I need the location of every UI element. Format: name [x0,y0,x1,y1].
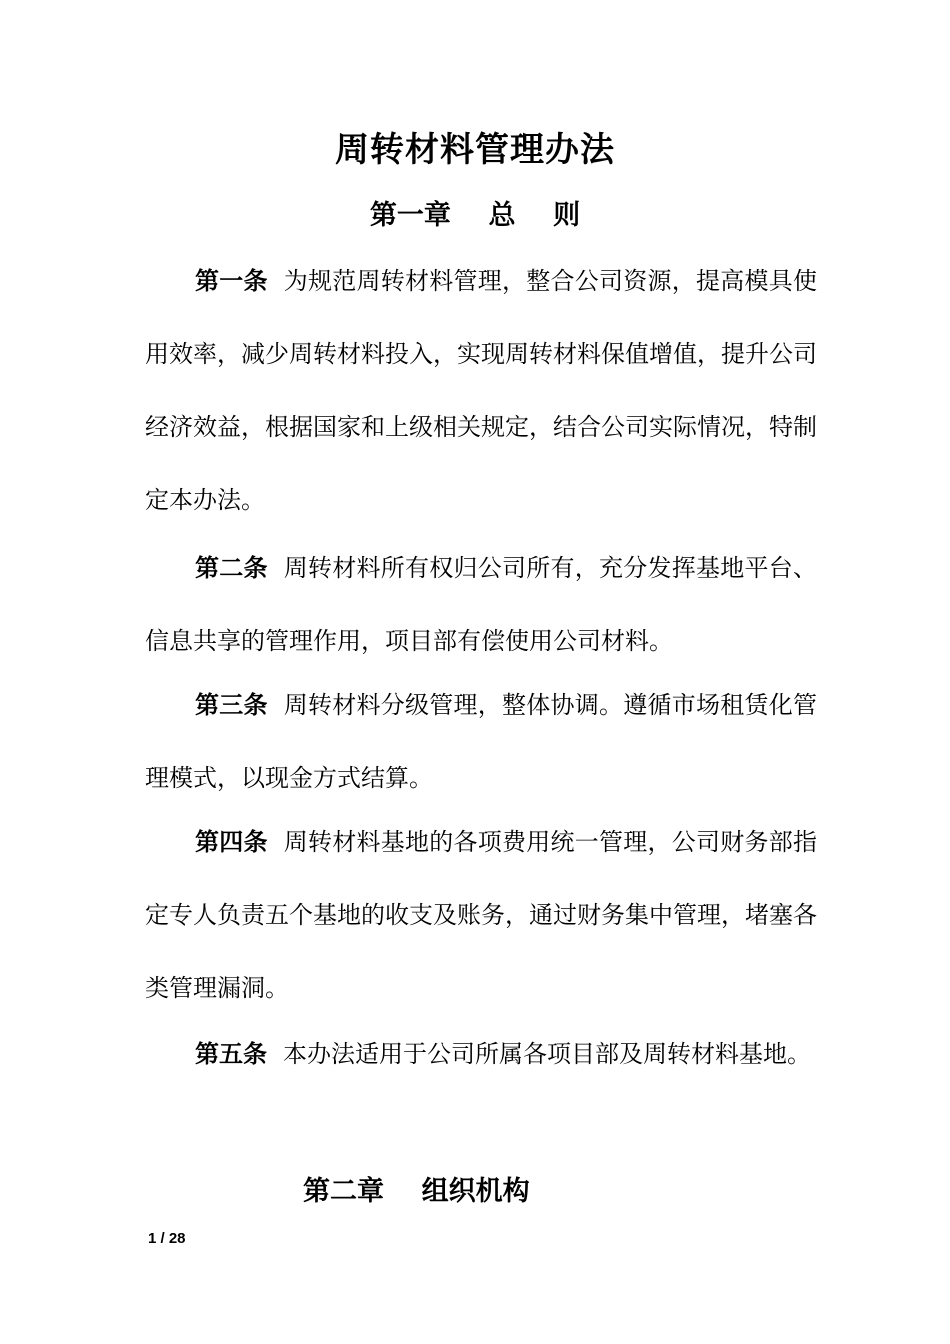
document-title: 周转材料管理办法 [335,130,615,170]
article-text: 周转材料分级管理，整体协调。遵循市场租赁化管理模式，以现金方式结算。 [145,691,817,792]
article-label: 第四条 [195,827,268,856]
page-number: 1 / 28 [148,1230,186,1247]
article-3 [145,668,817,815]
article-text: 本办法适用于公司所属各项目部及周转材料基地。 [283,1040,811,1068]
article-label: 第三条 [195,690,268,719]
article-text: 周转材料基地的各项费用统一管理，公司财务部指定专人负责五个基地的收支及账务，通过财务集中管理，堵塞各类管理漏洞。 [145,828,817,1002]
article-text: 为规范周转材料管理，整合公司资源，提高模具使用效率，减少周转材料投入，实现周转材料保值增值，提升公司经济效益，根据国家和上级相关规定，结合公司实际情况，特制定本办法。 [145,267,817,514]
chapter-heading-1: 第一章 总 则 [369,200,581,231]
article-4 [145,805,817,1025]
chapter-heading-2: 第二章 组织机构 [303,1176,530,1207]
article-1 [145,244,817,537]
article-label: 第二条 [195,553,268,582]
article-2 [145,531,817,678]
article-label: 第五条 [195,1039,267,1068]
article-label: 第一条 [195,266,268,295]
article-5 [145,1017,817,1091]
article-text: 周转材料所有权归公司所有，充分发挥基地平台、信息共享的管理作用，项目部有偿使用公司材料。 [145,554,817,655]
